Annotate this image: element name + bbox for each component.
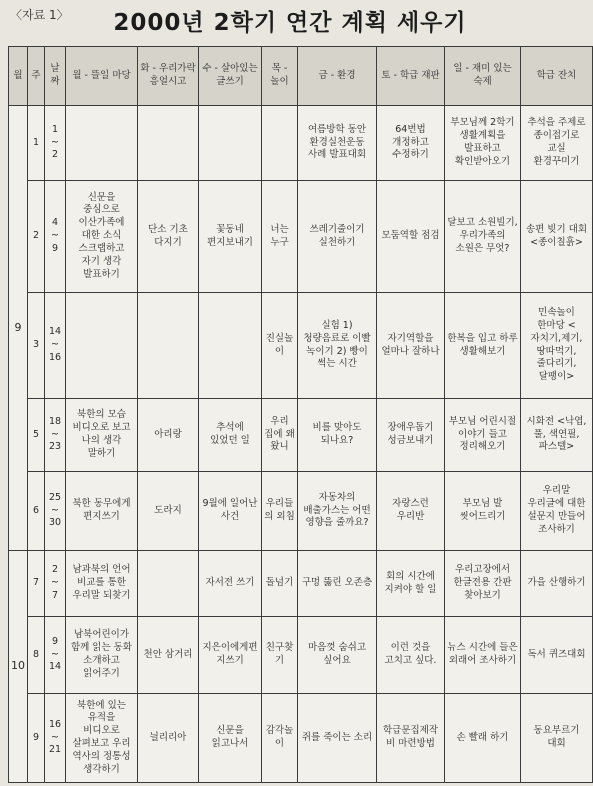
table-row: [9, 293, 593, 399]
wed-cell: 신문을 읽고나서: [199, 694, 262, 783]
header-wed: 수 - 살아있는 글쓰기: [199, 47, 262, 106]
wed-cell: 9월에 일어난 사건: [199, 472, 262, 551]
header-mon: 월 - 뜰일 마당: [66, 47, 138, 106]
sat2-cell: 부모님께 2학기 생활계획을 발표하고 확인받아오기: [445, 106, 521, 181]
date-cell: 2 ~ 7: [45, 551, 66, 617]
last-cell: 추석을 주제로 종이접기로 교실 환경꾸미기: [521, 106, 593, 181]
sat-cell: 자기역할을 얼마나 잘하나: [377, 293, 445, 399]
sat2-cell: 손 빨래 하기: [445, 694, 521, 783]
annual-plan-table: [8, 46, 593, 783]
week-cell: 1: [28, 106, 45, 181]
week-cell: 7: [28, 551, 45, 617]
mon-cell: [66, 106, 138, 181]
fri-cell: 구멍 뚫린 오존층: [298, 551, 377, 617]
date-cell: 14 ~ 16: [45, 293, 66, 399]
date-cell: 1 ~ 2: [45, 106, 66, 181]
header-row: [9, 47, 593, 106]
tue-cell: 천안 삼거리: [138, 617, 199, 694]
sat-cell: 장애우돕기 성금보내기: [377, 399, 445, 472]
week-cell: 8: [28, 617, 45, 694]
header-last: 학급 잔치: [521, 47, 593, 106]
sat2-cell: 뉴스 시간에 들은 외래어 조사하기: [445, 617, 521, 694]
last-cell: 송편 빚기 대회 <종이칠흙>: [521, 181, 593, 293]
fri-cell: 여름방학 동안 환경실천운동 사례 발표대회: [298, 106, 377, 181]
table-row: [9, 106, 593, 181]
table-row: [9, 694, 593, 783]
table-row: [9, 181, 593, 293]
wed-cell: 지은이에게편지쓰기: [199, 617, 262, 694]
material-tag: 〈자료 1〉: [10, 8, 69, 22]
table-row: [9, 551, 593, 617]
thu-cell: 돌넘기: [262, 551, 298, 617]
last-cell: 민속놀이 한마당 <자치기,제기, 땅따먹기, 줄다리기,달팽이>: [521, 293, 593, 399]
sat-cell: 회의 시간에 지켜야 할 일: [377, 551, 445, 617]
table-row: [9, 399, 593, 472]
tue-cell: 도라지: [138, 472, 199, 551]
sat-cell: 64번법 개정하고 수정하기: [377, 106, 445, 181]
last-cell: 동요부르기 대회: [521, 694, 593, 783]
wed-cell: [199, 293, 262, 399]
sat2-cell: 한복을 입고 하루 생활해보기: [445, 293, 521, 399]
week-cell: 3: [28, 293, 45, 399]
last-cell: 독서 퀴즈대회: [521, 617, 593, 694]
week-cell: 5: [28, 399, 45, 472]
header-fri: 금 - 환경: [298, 47, 377, 106]
header-sat: 토 - 학급 재판: [377, 47, 445, 106]
page-title: 2000년 2학기 연간 계획 세우기: [113, 10, 467, 36]
thu-cell: 우리 집에 왜 왔니: [262, 399, 298, 472]
week-cell: 6: [28, 472, 45, 551]
thu-cell: [262, 106, 298, 181]
date-cell: 9 ~ 14: [45, 617, 66, 694]
thu-cell: 너는 누구: [262, 181, 298, 293]
wed-cell: 추석에 있었던 일: [199, 399, 262, 472]
sat-cell: 모둠역할 점검: [377, 181, 445, 293]
mon-cell: 북한에 있는 유적을 비디오로 살펴보고 우리 역사의 정통성 생각하기: [66, 694, 138, 783]
fri-cell: 쥐를 죽이는 소리: [298, 694, 377, 783]
last-cell: 우리말 우리글에 대한 설문지 만들어 조사하기: [521, 472, 593, 551]
tue-cell: 아리랑: [138, 399, 199, 472]
fri-cell: 자동차의 배출가스는 어떤 영향을 줄까요?: [298, 472, 377, 551]
thu-cell: 진실놀이: [262, 293, 298, 399]
week-cell: 2: [28, 181, 45, 293]
thu-cell: 우리들의 외침: [262, 472, 298, 551]
tue-cell: [138, 106, 199, 181]
date-cell: 16 ~ 21: [45, 694, 66, 783]
date-cell: 4 ~ 9: [45, 181, 66, 293]
mon-cell: 북한 동무에게 편지쓰기: [66, 472, 138, 551]
sat2-cell: 우리고장에서 한글전용 간판 찾아보기: [445, 551, 521, 617]
mon-cell: 남북어린이가 함께 읽는 동화 소개하고 읽어주기: [66, 617, 138, 694]
table-row: [9, 472, 593, 551]
fri-cell: 비를 맞아도 되나요?: [298, 399, 377, 472]
mon-cell: 신문을 중심으로 이산가족에 대한 소식 스크랩하고 자기 생각 발표하기: [66, 181, 138, 293]
sat-cell: 자랑스런 우리반: [377, 472, 445, 551]
thu-cell: 친구찾기: [262, 617, 298, 694]
fri-cell: 실험 1)청량음료로 이빨 녹이기 2) 빵이 썩는 시간: [298, 293, 377, 399]
sat-cell: 학급문집제작비 마련방법: [377, 694, 445, 783]
date-cell: 18 ~ 23: [45, 399, 66, 472]
tue-cell: 늴리리아: [138, 694, 199, 783]
wed-cell: 꽃동네 편지보내기: [199, 181, 262, 293]
mon-cell: [66, 293, 138, 399]
header-thu: 목 - 놀이: [262, 47, 298, 106]
header-month: 월: [9, 47, 28, 106]
mon-cell: 북한의 모습 비디오로 보고 나의 생각 말하기: [66, 399, 138, 472]
sat-cell: 이런 것을 고치고 싶다.: [377, 617, 445, 694]
tue-cell: [138, 293, 199, 399]
header-tue: 화 - 우리가락 흥얼시고: [138, 47, 199, 106]
last-cell: 가을 산행하기: [521, 551, 593, 617]
month-cell: 9: [9, 106, 28, 551]
header-sat2: 일 - 재미 있는 숙제: [445, 47, 521, 106]
tue-cell: 단소 기초 다지기: [138, 181, 199, 293]
mon-cell: 남과북의 언어 비교를 통한 우리말 되찾기: [66, 551, 138, 617]
sat2-cell: 부모님 어린시절 이야기 들고 정리해오기: [445, 399, 521, 472]
header-date: 날짜: [45, 47, 66, 106]
wed-cell: 자서전 쓰기: [199, 551, 262, 617]
tue-cell: [138, 551, 199, 617]
fri-cell: 마음껏 숨쉬고 싶어요: [298, 617, 377, 694]
header-week: 주: [28, 47, 45, 106]
last-cell: 시화전 <낙엽, 풀, 색연필,파스텔>: [521, 399, 593, 472]
table-row: [9, 617, 593, 694]
month-cell: 10: [9, 551, 28, 783]
thu-cell: 감각놀이: [262, 694, 298, 783]
sat2-cell: 달보고 소원빌기,우리가족의 소원은 무엇?: [445, 181, 521, 293]
week-cell: 9: [28, 694, 45, 783]
wed-cell: [199, 106, 262, 181]
fri-cell: 쓰레기줄이기 실천하기: [298, 181, 377, 293]
date-cell: 25 ~ 30: [45, 472, 66, 551]
sat2-cell: 부모님 발 씻어드리기: [445, 472, 521, 551]
